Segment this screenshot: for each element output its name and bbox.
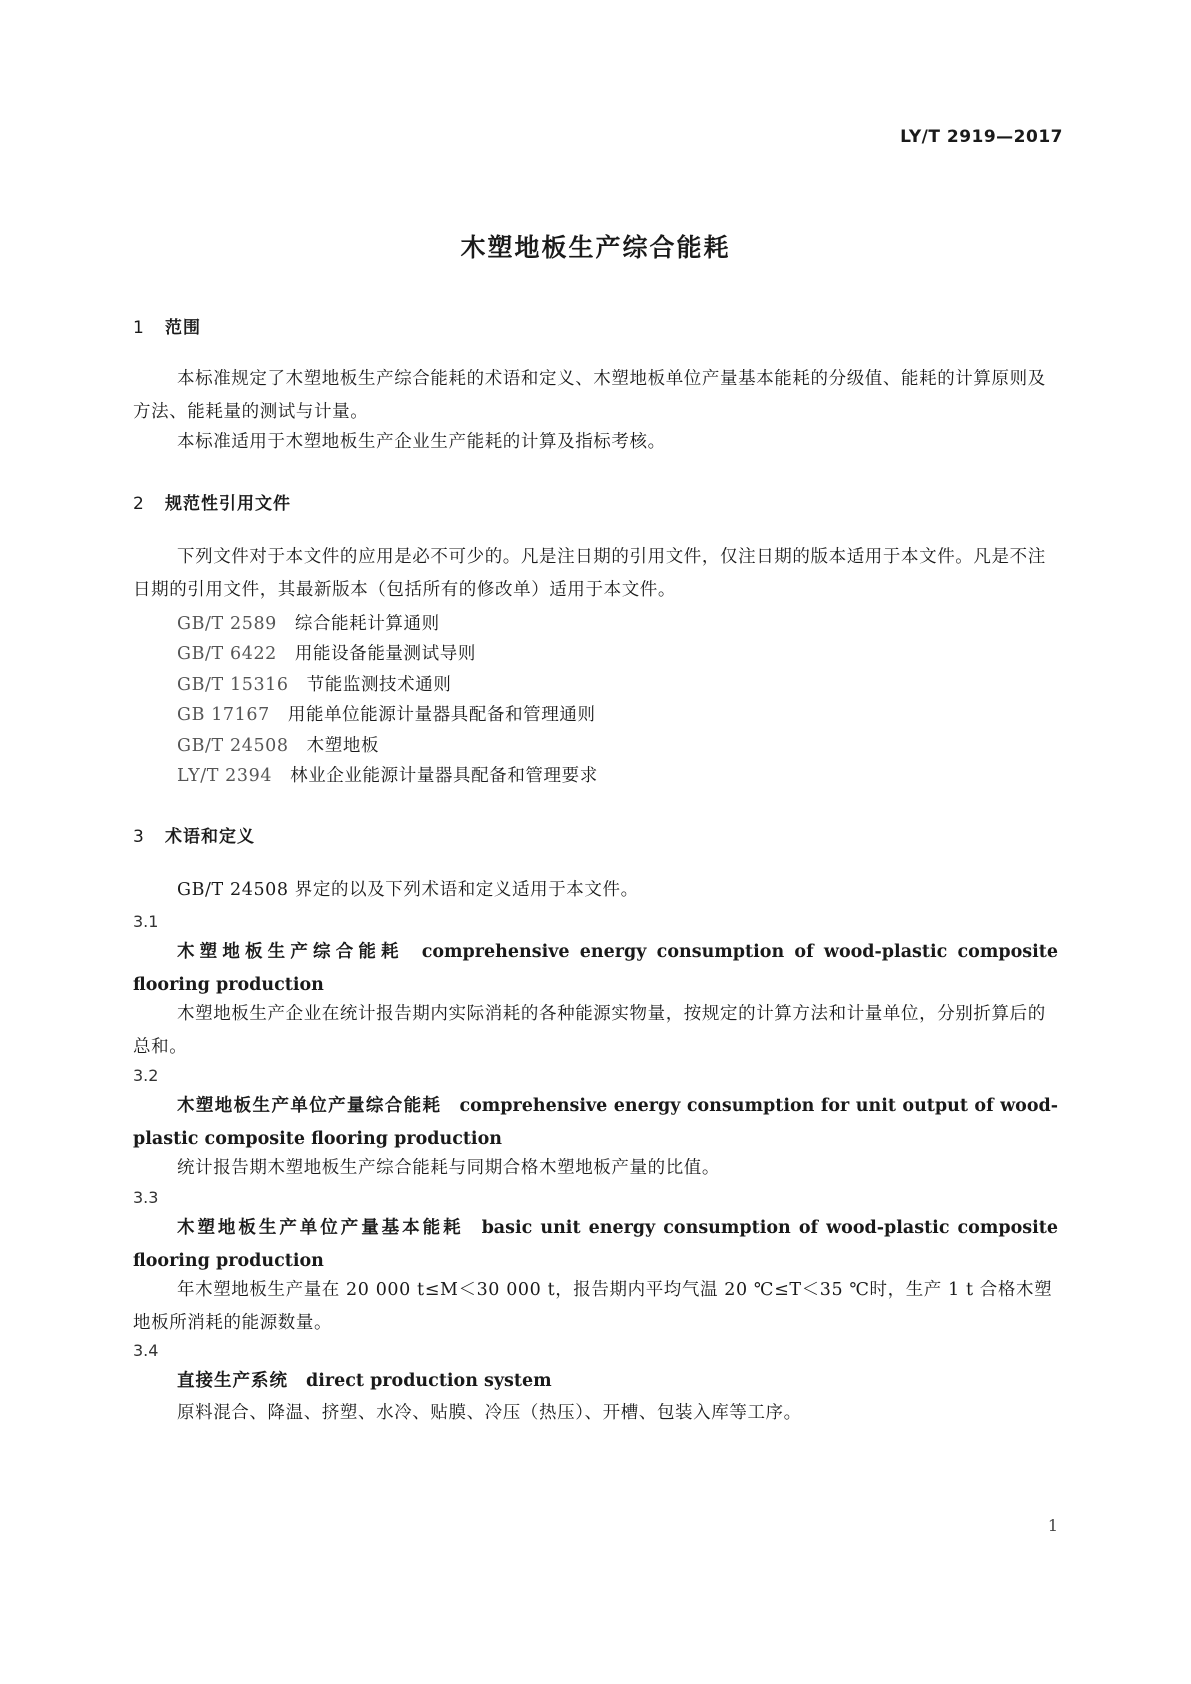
reference-code: GB/T 6422 (177, 644, 277, 664)
term-english: direct production system (306, 1371, 552, 1391)
reference-item (177, 701, 596, 726)
paragraph: 本标准适用于木塑地板生产企业生产能耗的计算及指标考核。 (177, 432, 666, 452)
section-2-heading (133, 489, 291, 514)
section-number: 1 (133, 318, 145, 338)
term-chinese: 木塑地板生产综合能耗 (177, 942, 404, 962)
term-definition: 统计报告期木塑地板生产综合能耗与同期合格木塑地板产量的比值。 (177, 1158, 720, 1178)
term-chinese: 木塑地板生产单位产量基本能耗 (177, 1218, 464, 1238)
reference-code: LY/T 2394 (177, 766, 273, 786)
reference-name: 综合能耗计算通则 (294, 614, 440, 634)
term-definition: 原料混合、降温、挤塑、水冷、贴膜、冷压（热压）、开槽、包装入库等工序。 (177, 1403, 802, 1423)
reference-item (177, 671, 451, 696)
document-title: 木塑地板生产综合能耗 (460, 233, 731, 262)
section-1-heading (133, 313, 201, 338)
section-number: 3 (133, 827, 145, 847)
reference-code: GB/T 2589 (177, 614, 277, 634)
section-3-heading (133, 822, 255, 847)
reference-name: 用能设备能量测试导则 (294, 644, 476, 664)
term-chinese: 木塑地板生产单位产量综合能耗 (177, 1096, 442, 1116)
term-number: 3.4 (133, 1341, 159, 1360)
paragraph: 下列文件对于本文件的应用是必不可少的。凡是注日期的引用文件，仅注日期的版本适用于本文件。凡是不注日期的引用文件，其最新版本（包括所有的修改单）适用于本文件。 (133, 547, 1046, 600)
term-english: comprehensive energy consumption for unit output of wood-plastic composite flooring production (133, 1096, 1058, 1149)
reference-item (177, 762, 598, 787)
term-english: comprehensive energy consumption of wood-plastic composite flooring production (133, 942, 1059, 995)
term-number: 3.1 (133, 912, 159, 931)
reference-name: 林业企业能源计量器具配备和管理要求 (290, 766, 598, 786)
reference-name: 节能监测技术通则 (306, 675, 452, 695)
section-title: 术语和定义 (165, 827, 255, 847)
reference-code: GB/T 24508 (177, 736, 289, 756)
reference-name: 用能单位能源计量器具配备和管理通则 (287, 705, 596, 725)
reference-item (177, 732, 379, 757)
term-number: 3.3 (133, 1188, 159, 1207)
paragraph: 本标准规定了木塑地板生产综合能耗的术语和定义、木塑地板单位产量基本能耗的分级值、能耗的计算原则及方法、能耗量的测试与计量。 (133, 369, 1046, 422)
reference-item (177, 610, 440, 635)
term-definition: 木塑地板生产企业在统计报告期内实际消耗的各种能源实物量，按规定的计算方法和计量单位，分别折算后的总和。 (133, 1004, 1046, 1057)
reference-item (177, 640, 476, 665)
term-entry (133, 1365, 1058, 1398)
term-entry (133, 1212, 1058, 1278)
term-english: basic unit energy consumption of wood-plastic composite flooring production (133, 1218, 1059, 1271)
term-number: 3.2 (133, 1066, 159, 1085)
page-number: 1 (1047, 1516, 1058, 1535)
section-number: 2 (133, 494, 145, 514)
paragraph: GB/T 24508 界定的以及下列术语和定义适用于本文件。 (177, 880, 639, 900)
section-title: 范围 (165, 318, 201, 338)
section-title: 规范性引用文件 (165, 494, 291, 514)
term-definition: 年木塑地板生产量在 20 000 t≤M＜30 000 t，报告期内平均气温 20 ℃≤T＜35 ℃时，生产 1 t 合格木塑地板所消耗的能源数量。 (133, 1280, 1053, 1333)
reference-code: GB/T 15316 (177, 675, 289, 695)
term-chinese: 直接生产系统 (177, 1371, 288, 1391)
term-entry (133, 936, 1058, 1002)
document-id: LY/T 2919—2017 (900, 127, 1063, 147)
reference-name: 木塑地板 (306, 736, 380, 756)
term-entry (133, 1090, 1058, 1156)
reference-code: GB 17167 (177, 705, 270, 725)
